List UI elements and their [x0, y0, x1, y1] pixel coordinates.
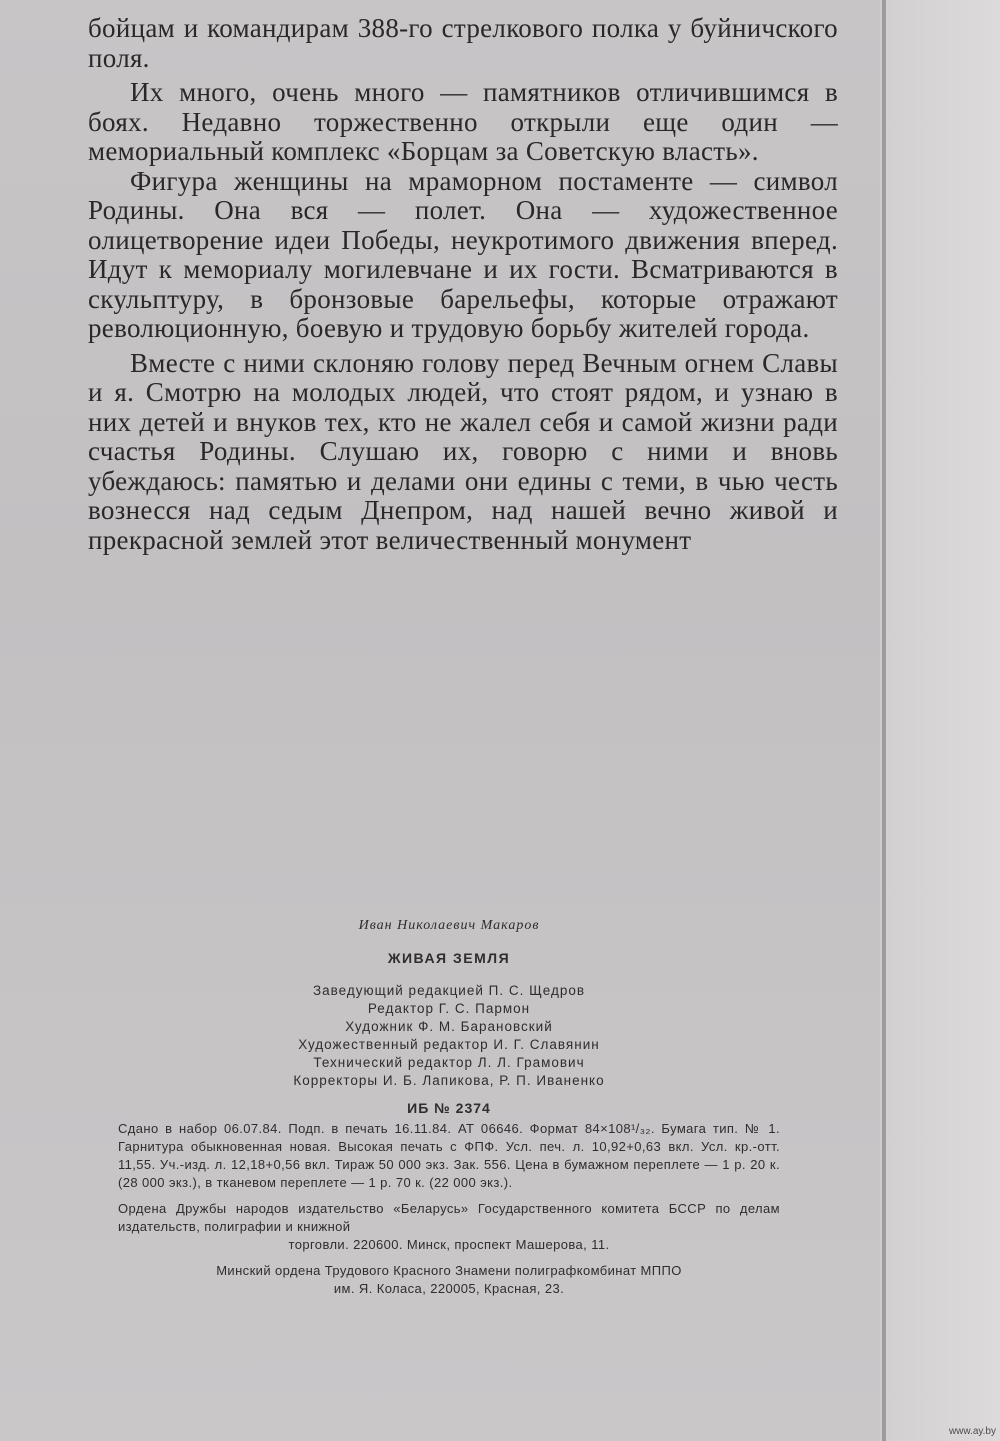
paragraph-1: бойцам и командирам 388-го стрелкового полка у буйничского поля. [88, 13, 838, 73]
staff-line: Художественный редактор И. Г. Славянин [298, 1037, 600, 1052]
colophon-author: Иван Николаевич Макаров [358, 918, 540, 933]
body-text [88, 14, 838, 555]
ib-number: ИБ № 2374 [407, 1100, 491, 1116]
paragraph-3: Фигура женщины на мраморном постаменте — символ Родины. Она вся — полет. Она — художественное олицетворение идеи Победы, неукротимого движения вперед. Идут к мемориалу могилевчане и их гости. Всматриваются в скульптуру, в бронзовые барельефы, которые отражают революционную, боевую и трудовую борьбу жителей города. [88, 165, 838, 343]
colophon-title: ЖИВАЯ ЗЕМЛЯ [387, 950, 511, 966]
colophon-staff [118, 982, 780, 1090]
staff-line: Редактор Г. С. Пармон [367, 1001, 531, 1016]
print-details [118, 1120, 780, 1298]
paragraph-4: Вместе с ними склоняю голову перед Вечным огнем Славы и я. Смотрю на молодых людей, что стоят рядом, и узнаю в них детей и внуков тех, кто не жалел себя и самой жизни ради счастья Родины. Слушаю их, говорю с ними и вновь убеждаюсь: памятью и делами они едины с теми, в чью честь вознесся над седым Днепром, над нашей вечно живой и прекрасной землей этот величественный монумент [88, 347, 838, 555]
publisher-line: Ордена Дружбы народов издательство «Беларусь» Государственного комитета БССР по делам издательств, полиграфии и книжной [118, 1201, 780, 1234]
paragraph-2: Их много, очень много — памятников отличившимся в боях. Недавно торжественно открыли еще один — мемориальный комплекс «Борцам за Советскую власть». [88, 77, 838, 166]
adjacent-page [886, 0, 1000, 1441]
staff-line: Заведующий редакцией П. С. Щедров [312, 983, 586, 998]
printer-line: Минский ордена Трудового Красного Знамени полиграфкомбинат МППО [216, 1263, 682, 1278]
colophon [118, 918, 780, 1298]
staff-line: Художник Ф. М. Барановский [345, 1019, 553, 1034]
watermark: www.ay.by [948, 1426, 996, 1437]
publisher-address: торговли. 220600. Минск, проспект Машерова, 11. [288, 1237, 610, 1252]
print-specs: Сдано в набор 06.07.84. Подп. в печать 16.11.84. АТ 06646. Формат 84×108¹/₃₂. Бумага тип. № 1. Гарнитура обыкновенная новая. Высокая печать с ФПФ. Усл. печ. л. 10,92+0,63 вкл. Усл. кр.-отт. 11,55. Уч.-изд. л. 12,18+0,56 вкл. Тираж 50 000 экз. Зак. 556. Цена в бумажном переплете — 1 р. 20 к. (28 000 экз.), в тканевом переплете — 1 р. 70 к. (22 000 экз.). [118, 1121, 780, 1190]
staff-line: Технический редактор Л. Л. Грамович [313, 1055, 585, 1070]
staff-line: Корректоры И. Б. Лапикова, Р. П. Иваненко [293, 1073, 605, 1088]
printer-address: им. Я. Коласа, 220005, Красная, 23. [333, 1281, 565, 1296]
